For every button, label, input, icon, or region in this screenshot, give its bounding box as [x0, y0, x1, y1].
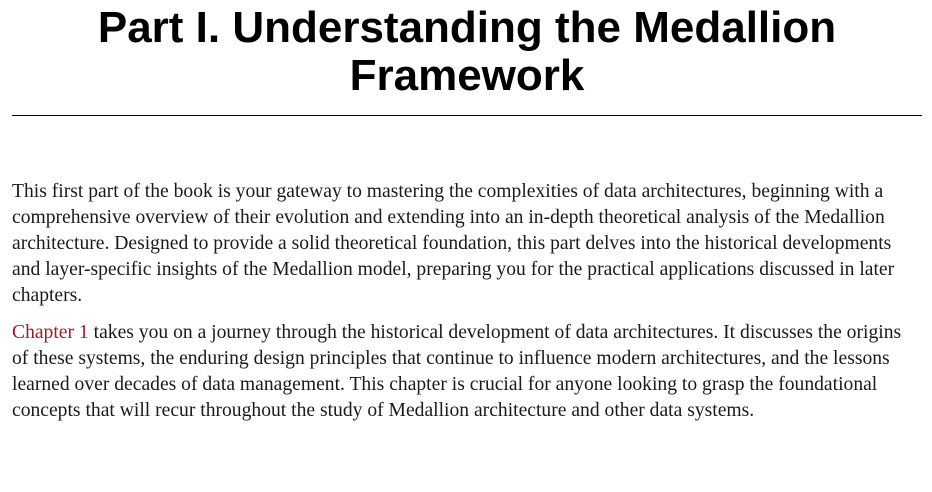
- chapter-1-paragraph: [12, 320, 922, 424]
- title-divider: [12, 115, 922, 116]
- document-page: [12, 0, 922, 424]
- chapter-1-description: takes you on a journey through the historical development of data architectures. It discusses the origins of these systems, the enduring design principles that continue to influence modern architectures, and the lessons learned over decades of data management. This chapter is crucial for anyone looking to grasp the foundational concepts that will recur throughout the study of Medallion architecture and other data systems.: [12, 322, 902, 421]
- part-title: Part I. Understanding the Medallion Framework: [97, 3, 837, 100]
- intro-paragraph: This first part of the book is your gateway to mastering the complexities of data architectures, beginning with a comprehensive overview of their evolution and extending into an in-depth theoretical analysis of the Medallion architecture. Designed to provide a solid theoretical foundation, this part delves into the historical developments and layer-specific insights of the Medallion model, preparing you for the practical applications discussed in later chapters.: [12, 181, 895, 306]
- chapter-1-link[interactable]: Chapter 1: [12, 322, 89, 343]
